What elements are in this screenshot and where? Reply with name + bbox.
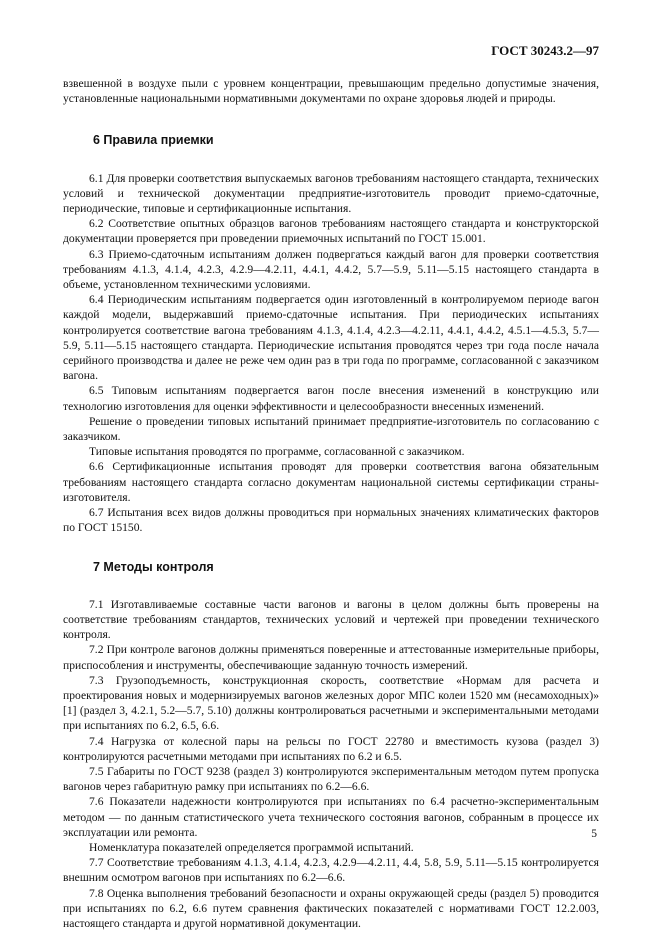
paragraph-6-7: 6.7 Испытания всех видов должны проводиться при нормальных значениях климатических факторов по ГОСТ 15150. bbox=[63, 506, 599, 535]
page-content bbox=[63, 76, 599, 931]
paragraph-6-3: 6.3 Приемо-сдаточным испытаниям должен подвергаться каждый вагон для проверки соответствия требованиям 4.1.3, 4.1.4, 4.2.3, 4.2.9—4.2.11, 4.4.1, 4.4.2, 5.7—5.9, 5.11—5.15 настоящего стандарта в объеме, установленном техническими условиями. bbox=[63, 247, 599, 292]
paragraph-6-1: 6.1 Для проверки соответствия выпускаемых вагонов требованиям настоящего стандарта, технических условий и технической документации предприятие-изготовитель проводит приемо-сдаточные, периодические, типовые и сертификационные испытания. bbox=[63, 171, 599, 216]
paragraph-7-6: 7.6 Показатели надежности контролируются при испытаниях по 6.4 расчетно-экспериментальным методом — по данным статистического учета технического состояния вагонов, собранным в процессе их эксплуатации или ремонта. bbox=[63, 795, 599, 839]
section-7-heading: 7 Методы контроля bbox=[93, 560, 214, 575]
paragraph-7-1: 7.1 Изготавливаемые составные части вагонов и вагоны в целом должны быть проверены на соответствие требованиям стандартов, технических условий и чертежей при проведении технического контроля. bbox=[63, 597, 599, 642]
intro-paragraph: взвешенной в воздухе пыли с уровнем концентрации, превышающим предельно допустимые значения, установленные национальными нормативными документами по охране здоровья людей и природы. bbox=[63, 77, 599, 106]
paragraph-6-5-program: Типовые испытания проводятся по программе, согласованной с заказчиком. bbox=[89, 445, 465, 459]
paragraph-7-6-nomenclature: Номенклатура показателей определяется программой испытаний. bbox=[89, 840, 414, 854]
paragraph-7-3: 7.3 Грузоподъемность, конструкционная скорость, соответствие «Нормам для расчета и проектирования новых и модернизируемых вагонов железных дорог МПС колеи 1520 мм (несамоходных)» [1] (раздел 3, 4.2.1, 5.2—5.7, 5.10) должны контролироваться расчетными и экспериментальными методами при испытаниях по 6.2, 6.5, 6.6. bbox=[63, 673, 599, 733]
section-7-body bbox=[63, 597, 599, 931]
section-6-heading: 6 Правила приемки bbox=[93, 133, 214, 148]
paragraph-7-7: 7.7 Соответствие требованиям 4.1.3, 4.1.4, 4.2.3, 4.2.9—4.2.11, 4.4, 5.8, 5.9, 5.11—5.15 контролируется внешним осмотром вагонов при испытаниях по 6.2—6.6. bbox=[63, 856, 599, 885]
section-6-body bbox=[63, 171, 599, 536]
paragraph-7-4: 7.4 Нагрузка от колесной пары на рельсы по ГОСТ 22780 и вместимость кузова (раздел 3) контролируются расчетными методами при испытаниях по 6.2 и 6.5. bbox=[63, 734, 599, 763]
paragraph-7-8: 7.8 Оценка выполнения требований безопасности и охраны окружающей среды (раздел 5) проводится при испытаниях по 6.2, 6.6 путем сравнения фактических показателей с нормативами ГОСТ 12.2.003, настоящего стандарта и другой нормативной документации. bbox=[63, 886, 599, 930]
paragraph-6-2: 6.2 Соответствие опытных образцов вагонов требованиям настоящего стандарта и конструкторской документации проверяется при проведении приемочных испытаний по ГОСТ 15.001. bbox=[63, 217, 599, 246]
page-number: 5 bbox=[591, 828, 597, 840]
paragraph-7-2: 7.2 При контроле вагонов должны применяться поверенные и аттестованные измерительные приборы, приспособления и инструменты, обеспечивающие заданную точность измерений. bbox=[63, 643, 599, 672]
paragraph-6-5-decision: Решение о проведении типовых испытаний принимает предприятие-изготовитель по согласованию с заказчиком. bbox=[63, 414, 599, 444]
standard-header: ГОСТ 30243.2—97 bbox=[491, 43, 599, 58]
paragraph-6-4: 6.4 Периодическим испытаниям подвергается один изготовленный в контролируемом периоде вагон каждой модели, выдержавший приемо-сдаточные испытания. При периодических испытаниях контролируется соответствие вагона требованиям 4.1.3, 4.1.4, 4.2.3—4.2.11, 4.4.1, 4.4.2, 4.5.1—4.5.3, 5.7—5.9, 5.11—5.15 настоящего стандарта. Периодические испытания проводятся через три года после начала серийного производства и далее не реже чем один раз в три года по программе, согласованной с заказчиком вагона. bbox=[63, 293, 599, 383]
paragraph-6-5: 6.5 Типовым испытаниям подвергается вагон после внесения изменений в конструкцию или технологию изготовления для оценки эффективности и целесообразности внесенных изменений. bbox=[63, 384, 599, 413]
paragraph-6-6: 6.6 Сертификационные испытания проводят для проверки соответствия вагона обязательным требованиям настоящего стандарта согласно документам национальной системы сертификации страны-изготовителя. bbox=[63, 460, 599, 504]
paragraph-7-5: 7.5 Габариты по ГОСТ 9238 (раздел 3) контролируются экспериментальным методом путем пропуска вагонов через габаритную рамку при испытаниях по 6.2—6.6. bbox=[63, 764, 599, 794]
